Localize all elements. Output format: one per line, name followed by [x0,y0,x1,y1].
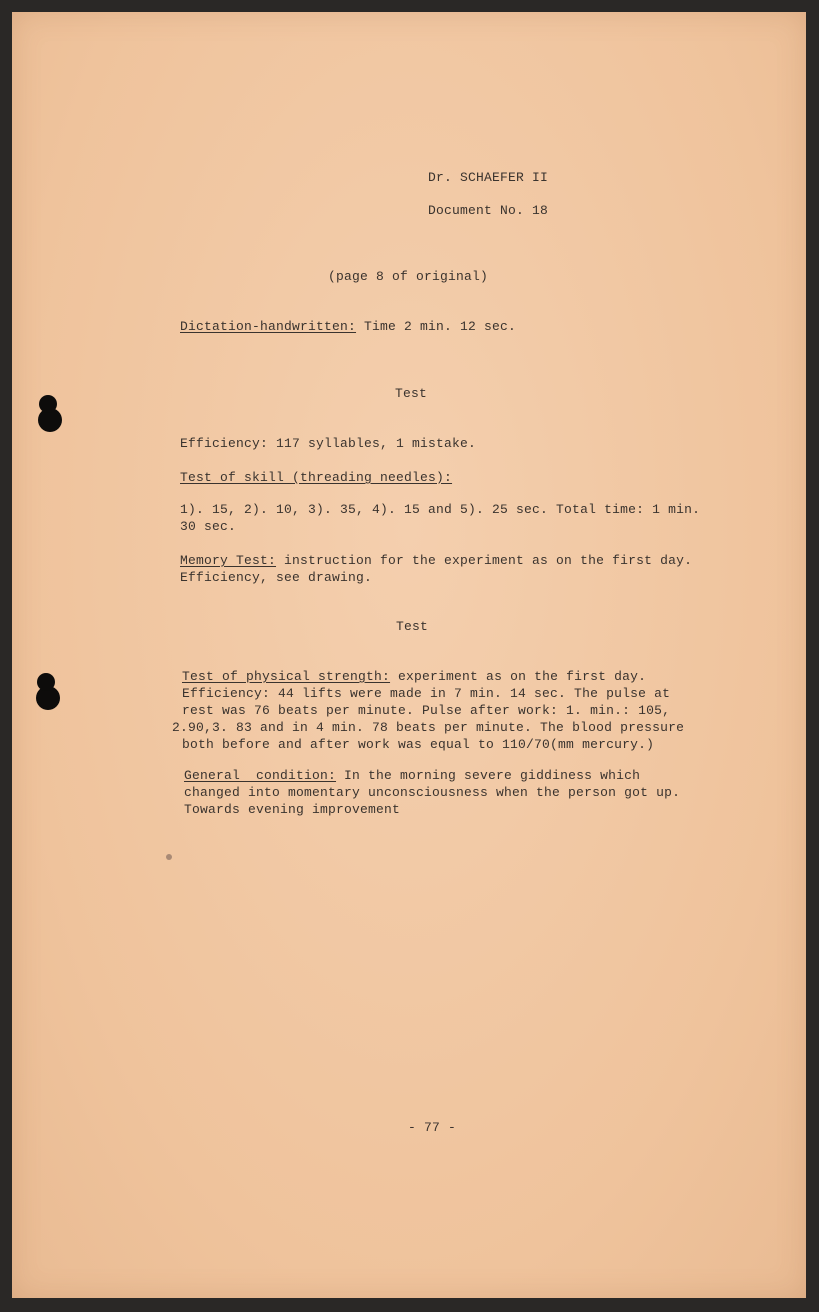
condition-label: General condition: [184,768,337,783]
skill-line-2: 30 sec. [180,519,237,534]
condition-line-2: changed into momentary unconsciousness when the person got up. [184,785,681,800]
condition-text: In the morning severe giddiness which [336,768,641,783]
page-original-note: (page 8 of original) [328,269,489,284]
memory-line-1 [180,553,692,570]
strength-line-5: both before and after work was equal to 110/70(mm mercury.) [182,737,655,752]
dictation-line [180,319,516,336]
strength-line-4: 2.90,3. 83 and in 4 min. 78 beats per minute. The blood pressure [172,720,685,735]
document-page [12,12,806,1298]
strength-line-2: Efficiency: 44 lifts were made in 7 min. 14 sec. The pulse at [182,686,671,701]
efficiency-line: Efficiency: 117 syllables, 1 mistake. [180,436,477,451]
strength-line-3: rest was 76 beats per minute. Pulse after work: 1. min.: 105, [182,703,671,718]
test-heading-2: Test [396,619,429,634]
strength-line-1 [182,669,646,686]
dictation-text: Time 2 min. 12 sec. [356,319,517,334]
memory-label: Memory Test: [180,553,277,568]
dictation-label: Dictation-handwritten: [180,319,357,334]
header-name: Dr. SCHAEFER II [428,170,549,185]
condition-line-3: Towards evening improvement [184,802,401,817]
strength-text: experiment as on the first day. [390,669,647,684]
punch-hole-top [38,408,62,432]
punch-hole-bottom [36,686,60,710]
strength-label: Test of physical strength: [182,669,391,684]
test-heading-1: Test [395,386,428,401]
header-doc-number: Document No. 18 [428,203,549,218]
condition-line-1 [184,768,640,785]
paper-speck [166,854,172,860]
skill-line-1: 1). 15, 2). 10, 3). 35, 4). 15 and 5). 25 sec. Total time: 1 min. [180,502,701,517]
memory-line-2: Efficiency, see drawing. [180,570,373,585]
skill-label: Test of skill (threading needles): [180,470,453,485]
page-number: - 77 - [408,1120,457,1135]
memory-text: instruction for the experiment as on the first day. [276,553,693,568]
